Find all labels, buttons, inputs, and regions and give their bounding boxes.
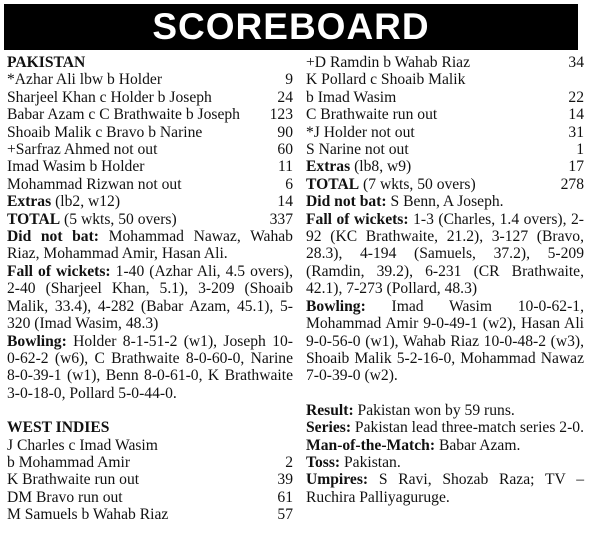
did-not-bat [306, 193, 584, 210]
batter-runs: 57 [277, 506, 293, 524]
batting-row [7, 106, 293, 123]
umpires [306, 471, 584, 506]
batting-row [7, 437, 293, 454]
series-text: Pakistan lead three-match series 2-0. [351, 419, 584, 437]
bowling [306, 298, 584, 385]
batting-row [306, 106, 584, 123]
batting-row [7, 158, 293, 175]
batting-row [7, 71, 293, 88]
batter-name: *J Holder not out [306, 123, 415, 141]
batter-name: Sharjeel Khan c Holder b Joseph [7, 88, 212, 106]
batter-runs: 9 [285, 71, 293, 89]
result-label: Result: [306, 401, 354, 419]
batting-row [306, 89, 584, 106]
did-not-bat-text: Mohammad Nawaz, Wahab Riaz, Mohammad Amir, Hasan Ali. [7, 228, 293, 263]
total-detail: (7 wkts, 50 overs) [359, 175, 476, 193]
batter-runs: 22 [568, 88, 584, 106]
batting-row [306, 54, 584, 71]
total-row [7, 211, 293, 228]
extras-value: 14 [277, 193, 293, 211]
batter-name: K Brathwaite run out [7, 471, 140, 489]
did-not-bat-label: Did not bat: [306, 193, 387, 211]
batter-name: J Charles c Imad Wasim [7, 436, 158, 454]
total-detail: (5 wkts, 50 overs) [60, 210, 177, 228]
batting-row [7, 454, 293, 471]
motm-label: Man-of-the-Match: [306, 436, 436, 454]
result-text: Pakistan won by 59 runs. [353, 401, 515, 419]
batting-row [7, 506, 293, 523]
series-label: Series: [306, 419, 352, 437]
batter-name: b Imad Wasim [306, 88, 397, 106]
umpires-label: Umpires: [306, 471, 369, 489]
batter-runs [289, 437, 293, 454]
toss-label: Toss: [306, 453, 341, 471]
match-result [306, 402, 584, 419]
batting-row [7, 124, 293, 141]
batting-row [7, 176, 293, 193]
batter-name: C Brathwaite run out [306, 106, 438, 124]
total-row [306, 176, 584, 193]
batter-name: S Narine not out [306, 141, 409, 159]
fall-of-wickets-label: Fall of wickets: [306, 210, 409, 228]
fall-of-wickets [7, 263, 293, 333]
batting-row [7, 141, 293, 158]
toss [306, 454, 584, 471]
batter-runs [580, 71, 584, 88]
batting-row [7, 471, 293, 488]
batter-runs: 14 [568, 106, 584, 124]
extras-label: Extras [306, 158, 351, 176]
batter-runs: 34 [568, 54, 584, 71]
batting-row [306, 141, 584, 158]
batter-runs: 24 [277, 88, 293, 106]
bowling-text: Holder 8-1-51-2 (w1), Joseph 10-0-62-2 (w6), C Brathwaite 8-0-60-0, Narine 8-0-39-1 (w1), Benn 8-0-61-0, K Brathwaite 3-0-18-0, Pollard 5-0-44-0. [7, 332, 293, 402]
bowling-label: Bowling: [306, 297, 366, 315]
batter-runs: 2 [285, 453, 293, 471]
bowling [7, 333, 293, 403]
did-not-bat-label: Did not bat: [7, 228, 99, 246]
batter-runs: 61 [277, 488, 293, 506]
series-status [306, 419, 584, 436]
batter-runs: 11 [277, 158, 293, 176]
extras-row [7, 193, 293, 210]
fall-of-wickets [306, 211, 584, 298]
extras-row [306, 158, 584, 175]
total-value: 337 [269, 210, 293, 228]
fall-of-wickets-text: 1-3 (Charles, 1.4 overs), 2-92 (KC Brathwaite, 21.2), 3-127 (Bravo, 28.3), 4-194 (Samuels, 37.2), 5-209 (Ramdin, 39.2), 6-231 (CR Brathwaite, 42.1), 7-273 (Pollard, 48.3) [306, 210, 585, 298]
right-column [306, 54, 584, 506]
batter-name: +Sarfraz Ahmed not out [7, 141, 158, 159]
batter-runs: 90 [277, 123, 293, 141]
west-indies-heading: WEST INDIES [7, 419, 110, 437]
bowling-label: Bowling: [7, 332, 67, 350]
did-not-bat-text: S Benn, A Joseph. [386, 193, 504, 211]
batter-name: *Azhar Ali lbw b Holder [7, 71, 163, 89]
total-value: 278 [560, 175, 584, 193]
batter-name: Babar Azam c C Brathwaite b Joseph [7, 106, 240, 124]
did-not-bat [7, 228, 293, 263]
batter-runs: 31 [568, 123, 584, 141]
batter-runs: 39 [277, 471, 293, 489]
scoreboard-title: SCOREBOARD [4, 4, 578, 50]
batting-row [7, 89, 293, 106]
extras-detail: (lb2, w12) [51, 193, 121, 211]
umpires-text: S Ravi, Shozab Raza; TV – Ruchira Palliyaguruge. [306, 471, 584, 506]
extras-value: 17 [568, 158, 584, 176]
batter-runs: 123 [269, 106, 293, 124]
batter-name: DM Bravo run out [7, 488, 123, 506]
batting-row [306, 71, 584, 88]
motm-text: Babar Azam. [435, 436, 521, 454]
total-label: TOTAL [7, 210, 61, 228]
batter-name: Imad Wasim b Holder [7, 158, 145, 176]
batter-name: +D Ramdin b Wahab Riaz [306, 54, 471, 71]
batter-runs: 1 [576, 141, 584, 159]
man-of-the-match [306, 437, 584, 454]
batter-name: Mohammad Rizwan not out [7, 175, 182, 193]
left-column [7, 54, 293, 524]
batter-name: K Pollard c Shoaib Malik [306, 71, 466, 89]
total-label: TOTAL [306, 175, 360, 193]
toss-text: Pakistan. [340, 453, 401, 471]
batter-runs: 6 [285, 175, 293, 193]
pakistan-heading: PAKISTAN [7, 54, 86, 71]
batting-row [306, 124, 584, 141]
batter-name: Shoaib Malik c Bravo b Narine [7, 123, 203, 141]
batter-runs: 60 [277, 141, 293, 159]
fall-of-wickets-label: Fall of wickets: [7, 262, 111, 280]
bowling-text: Imad Wasim 10-0-62-1, Mohammad Amir 9-0-49-1 (w2), Hasan Ali 9-0-56-0 (w1), Wahab Riaz 10-0-48-2 (w3), Shoaib Malik 5-2-16-0, Mohammad Nawaz 7-0-39-0 (w2). [306, 297, 584, 385]
extras-detail: (lb8, w9) [350, 158, 412, 176]
batter-name: b Mohammad Amir [7, 453, 131, 471]
extras-label: Extras [7, 193, 52, 211]
batting-row [7, 489, 293, 506]
fall-of-wickets-text: 1-40 (Azhar Ali, 4.5 overs), 2-40 (Sharjeel Khan, 5.1), 3-209 (Shoaib Malik, 33.4), 4-282 (Babar Azam, 45.1), 5-320 (Imad Wasim, 48.3) [7, 262, 294, 333]
batter-name: M Samuels b Wahab Riaz [7, 506, 169, 524]
